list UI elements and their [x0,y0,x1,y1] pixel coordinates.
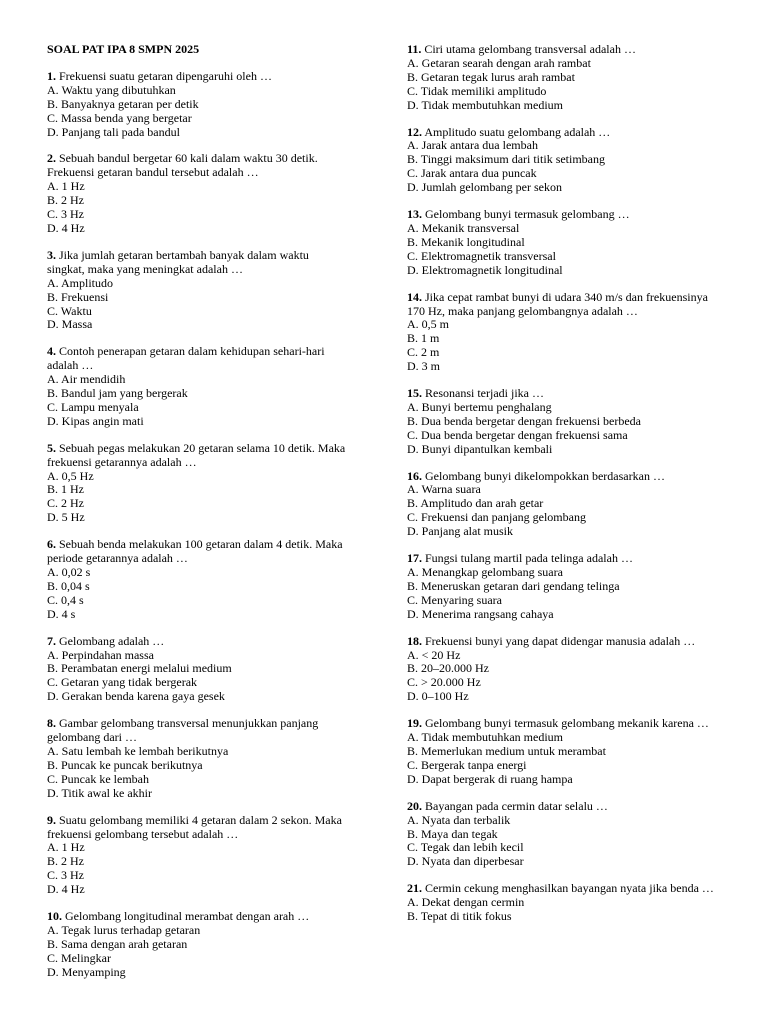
answer-option: A. Tegak lurus terhadap getaran [47,922,201,937]
answer-option: B. 2 Hz [47,854,84,869]
answer-option: D. Tidak membutuhkan medium [407,97,563,112]
answer-option: C. Melingkar [47,950,111,965]
question-text: Frekuensi bunyi yang dapat didengar manusia adalah … [425,633,696,648]
answer-option: A. 0,02 s [47,565,91,579]
question-stem [47,814,347,842]
answer-option: B. Tepat di titik fokus [407,909,512,924]
question-number: 9. [47,812,56,827]
question-text: Gelombang longitudinal merambat dengan arah … [65,909,310,924]
answer-option: D. Kipas angin mati [47,413,144,428]
answer-option: B. 20–20.000 Hz [407,661,489,676]
question-text: Jika cepat rambat bunyi di udara 340 m/s dan frekuensinya 170 Hz, maka panjang gelombangnya adalah … [407,289,708,318]
answer-option: C. 0,4 s [47,592,84,607]
question-text: Sebuah pegas melakukan 20 getaran selama 10 detik. Maka frekuensi getarannya adalah … [47,440,346,469]
question-text: Bayangan pada cermin datar selalu … [425,798,608,813]
answer-option: C. Dua benda bergetar dengan frekuensi sama [407,427,628,442]
answer-option: D. Menerima rangsang cahaya [407,606,554,621]
answer-option: C. Puncak ke lembah [47,771,149,786]
answer-option: B. Memerlukan medium untuk merambat [407,743,606,758]
question-number: 8. [47,716,56,731]
answer-option: C. Lampu menyala [47,399,139,414]
question-text: Gelombang bunyi termasuk gelombang … [425,207,630,222]
answer-option: D. 4 s [47,606,76,621]
question-number: 4. [47,344,56,359]
answer-option: D. 4 Hz [47,220,85,235]
answer-option: C. 3 Hz [47,207,84,222]
answer-option: A. Satu lembah ke lembah berikutnya [47,743,229,758]
question-stem [407,208,727,222]
answer-option: D. Massa [47,317,93,332]
answer-option: A. 0,5 Hz [47,468,94,483]
question-block [407,717,727,787]
question-block [407,470,727,540]
left-column [47,43,347,993]
answer-option: A. 1 Hz [47,840,85,855]
answer-option: D. Titik awal ke akhir [47,785,152,800]
question-stem [47,538,347,566]
question-text: Gambar gelombang transversal menunjukkan panjang gelombang dari … [47,716,319,745]
answer-option: A. Mekanik transversal [407,220,520,235]
answer-option: B. 1 m [407,331,440,346]
answer-option: B. Getaran tegak lurus arah rambat [407,69,575,84]
question-block [407,43,727,113]
question-number: 3. [47,247,56,262]
question-stem [407,552,727,566]
answer-option: B. Sama dengan arah getaran [47,936,188,951]
question-text: Jika jumlah getaran bertambah banyak dalam waktu singkat, maka yang meningkat adalah … [47,247,309,276]
answer-option: A. Amplitudo [47,275,114,290]
question-text: Gelombang adalah … [59,633,165,648]
answer-option: D. Nyata dan diperbesar [407,854,524,869]
question-block [407,635,727,705]
question-text: Gelombang bunyi dikelompokkan berdasarkan … [425,468,665,483]
answer-option: A. Tidak membutuhkan medium [407,730,563,745]
question-block [407,291,727,374]
question-text: Gelombang bunyi termasuk gelombang mekanik karena … [425,716,709,731]
answer-option: B. Frekuensi [47,289,109,304]
answer-option: D. Gerakan benda karena gaya gesek [47,689,225,704]
answer-option: C. Tidak memiliki amplitudo [407,83,547,98]
question-number: 12. [407,124,422,139]
question-block [47,152,347,235]
question-block [47,635,347,705]
answer-option: D. Jumlah gelombang per sekon [407,180,562,195]
question-text: Cermin cekung menghasilkan bayangan nyata jika benda … [425,881,714,896]
question-number: 10. [47,909,62,924]
answer-option: C. 2 Hz [47,496,84,511]
answer-option: C. 2 m [407,345,440,360]
answer-option: C. Tegak dan lebih kecil [407,840,524,855]
question-number: 14. [407,289,422,304]
question-number: 21. [407,881,422,896]
answer-option: A. 1 Hz [47,179,85,194]
answer-option: A. Jarak antara dua lembah [407,138,538,153]
question-text: Sebuah bandul bergetar 60 kali dalam waktu 30 detik. Frekuensi getaran bandul tersebut adalah … [47,151,318,180]
answer-option: D. 5 Hz [47,510,85,525]
left-question-list [47,70,347,980]
answer-option: B. 2 Hz [47,193,84,208]
question-number: 16. [407,468,422,483]
question-text: Suatu gelombang memiliki 4 getaran dalam 2 sekon. Maka frekuensi gelombang tersebut adalah … [47,812,342,841]
document-title: SOAL PAT IPA 8 SMPN 2025 [47,42,200,56]
question-stem [407,291,727,319]
answer-option: A. Waktu yang dibutuhkan [47,82,176,97]
answer-option: A. Warna suara [407,482,481,497]
question-text: Resonansi terjadi jika … [425,386,544,401]
question-stem [407,800,727,814]
answer-option: D. 4 Hz [47,882,85,897]
question-number: 11. [407,42,422,56]
answer-option: A. Bunyi bertemu penghalang [407,399,552,414]
question-text: Fungsi tulang martil pada telinga adalah … [425,551,633,566]
answer-option: C. Elektromagnetik transversal [407,248,556,263]
answer-option: A. Nyata dan terbalik [407,812,511,827]
question-block [407,387,727,457]
answer-option: C. Frekuensi dan panjang gelombang [407,510,586,525]
question-block [47,442,347,525]
question-block [47,249,347,332]
question-block [47,717,347,800]
question-text: Ciri utama gelombang transversal adalah … [424,42,636,56]
answer-option: C. Bergerak tanpa energi [407,757,527,772]
answer-option: D. 3 m [407,359,440,374]
question-stem [47,249,347,277]
answer-option: B. Meneruskan getaran dari gendang telinga [407,578,620,593]
right-column [407,43,727,937]
question-number: 15. [407,386,422,401]
question-number: 1. [47,68,56,83]
answer-option: D. 0–100 Hz [407,689,469,704]
question-stem [47,70,347,84]
answer-option: D. Panjang alat musik [407,524,513,539]
question-number: 6. [47,537,56,552]
question-block [47,538,347,621]
question-stem [47,152,347,180]
answer-option: C. 3 Hz [47,868,84,883]
answer-option: C. Jarak antara dua puncak [407,166,537,181]
question-block [407,208,727,278]
answer-option: A. 0,5 m [407,317,449,332]
question-stem [407,43,727,57]
right-question-list [407,43,727,924]
question-stem [407,387,727,401]
question-text: Sebuah benda melakukan 100 getaran dalam 4 detik. Maka periode getarannya adalah … [47,537,343,566]
answer-option: B. Puncak ke puncak berikutnya [47,757,203,772]
answer-option: B. Perambatan energi melalui medium [47,661,232,676]
question-number: 20. [407,798,422,813]
question-stem [47,717,347,745]
answer-option: B. Mekanik longitudinal [407,234,525,249]
question-stem [407,126,727,140]
question-stem [407,882,727,896]
answer-option: C. > 20.000 Hz [407,675,481,690]
answer-option: C. Massa benda yang bergetar [47,110,192,125]
question-number: 2. [47,151,56,166]
question-number: 5. [47,440,56,455]
answer-option: D. Bunyi dipantulkan kembali [407,441,553,456]
question-stem [407,470,727,484]
question-block [407,882,727,924]
answer-option: D. Elektromagnetik longitudinal [407,262,563,277]
answer-option: A. Getaran searah dengan arah rambat [407,55,591,70]
question-block [407,552,727,622]
question-stem [47,442,347,470]
answer-option: A. Perpindahan massa [47,647,154,662]
answer-option: B. Amplitudo dan arah getar [407,496,544,511]
question-stem [47,635,347,649]
answer-option: A. Dekat dengan cermin [407,895,525,910]
question-block [407,126,727,196]
question-block [407,800,727,870]
question-text: Frekuensi suatu getaran dipengaruhi oleh … [59,68,272,83]
answer-option: D. Panjang tali pada bandul [47,124,180,139]
answer-option: B. 1 Hz [47,482,84,497]
question-stem [407,717,727,731]
question-number: 7. [47,633,56,648]
question-stem [407,635,727,649]
question-stem [47,910,347,924]
answer-option: C. Menyaring suara [407,592,502,607]
question-block [47,345,347,428]
answer-option: B. Bandul jam yang bergerak [47,386,188,401]
answer-option: C. Waktu [47,303,92,318]
answer-option: B. Maya dan tegak [407,826,498,841]
question-number: 17. [407,551,422,566]
answer-option: A. Menangkap gelombang suara [407,565,563,579]
question-text: Amplitudo suatu gelombang adalah … [424,124,611,139]
answer-option: B. Banyaknya getaran per detik [47,96,199,111]
question-block [47,70,347,140]
answer-option: A. Air mendidih [47,372,126,387]
answer-option: D. Menyamping [47,964,126,979]
answer-option: C. Getaran yang tidak bergerak [47,675,198,690]
question-number: 19. [407,716,422,731]
question-block [47,910,347,980]
answer-option: D. Dapat bergerak di ruang hampa [407,771,573,786]
question-stem [47,345,347,373]
question-block [47,814,347,897]
answer-option: B. Tinggi maksimum dari titik setimbang [407,152,606,167]
answer-option: B. 0,04 s [47,578,90,593]
answer-option: A. < 20 Hz [407,647,461,662]
question-number: 13. [407,207,422,222]
question-number: 18. [407,633,422,648]
question-text: Contoh penerapan getaran dalam kehidupan sehari-hari adalah … [47,344,325,373]
answer-option: B. Dua benda bergetar dengan frekuensi berbeda [407,413,642,428]
